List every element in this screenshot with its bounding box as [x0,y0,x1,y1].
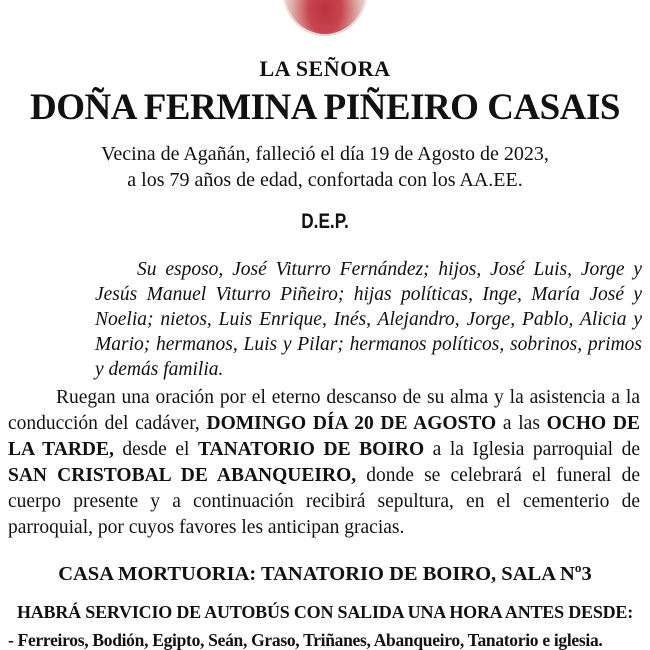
church-name: SAN CRISTOBAL DE ABANQUEIRO, [8,465,357,486]
request-text-1: Ruegan una oración por el eterno descanso de su alma y la asistencia a la conducción del cadáver, [8,387,640,434]
request-text-3: desde el [113,439,198,460]
request-text-4: a la Iglesia parroquial de [424,439,640,460]
request-text-5: donde se celebrará el funeral de cuerpo presente y a continuación recibirá sepultura, en el cementerio de parroquial, por cuyos favores les anticipan gracias. [8,465,641,538]
intro-line-1: Vecina de Agañán, falleció el día 19 de Agosto de 2023, [101,143,549,165]
dep-heading: D.E.P. [301,210,349,233]
request-paragraph [8,385,640,541]
funeral-home: TANATORIO DE BOIRO [197,439,425,460]
deceased-name: DOÑA FERMINA PIÑEIRO CASAIS [30,87,620,128]
service-day: DOMINGO DÍA 20 DE AGOSTO [206,413,497,434]
intro-line-2: a los 79 años de edad, confortada con los AA.EE. [127,169,523,191]
pre-title: LA SEÑORA [259,56,391,81]
casa-mortuoria: CASA MORTUORIA: TANATORIO DE BOIRO, SALA Nº3 [58,563,592,585]
family-paragraph: Su esposo, José Viturro Fernández; hijos, José Luis, Jorge y Jesús Manuel Viturro Piñeiro; hijas políticas, Inge, María José y Noelia; nietos, Luis Enrique, Inés, Alejandro, Jorge, Pablo, Alicia y Mario; hermanos, Luis y Pilar; hermanos políticos, sobrinos, primos y demás familia. [95,259,642,380]
bus-notice: HABRÁ SERVICIO DE AUTOBÚS CON SALIDA UNA HORA ANTES DESDE: [16,602,634,622]
bus-stops: - Ferreiros, Bodión, Egipto, Seán, Graso, Triñanes, Abanqueiro, Tanatorio e iglesia. [8,630,603,650]
request-text-2: a las [496,413,547,434]
service-time: OCHO DE LA TARDE, [8,413,640,460]
deceased-photo [283,0,367,36]
